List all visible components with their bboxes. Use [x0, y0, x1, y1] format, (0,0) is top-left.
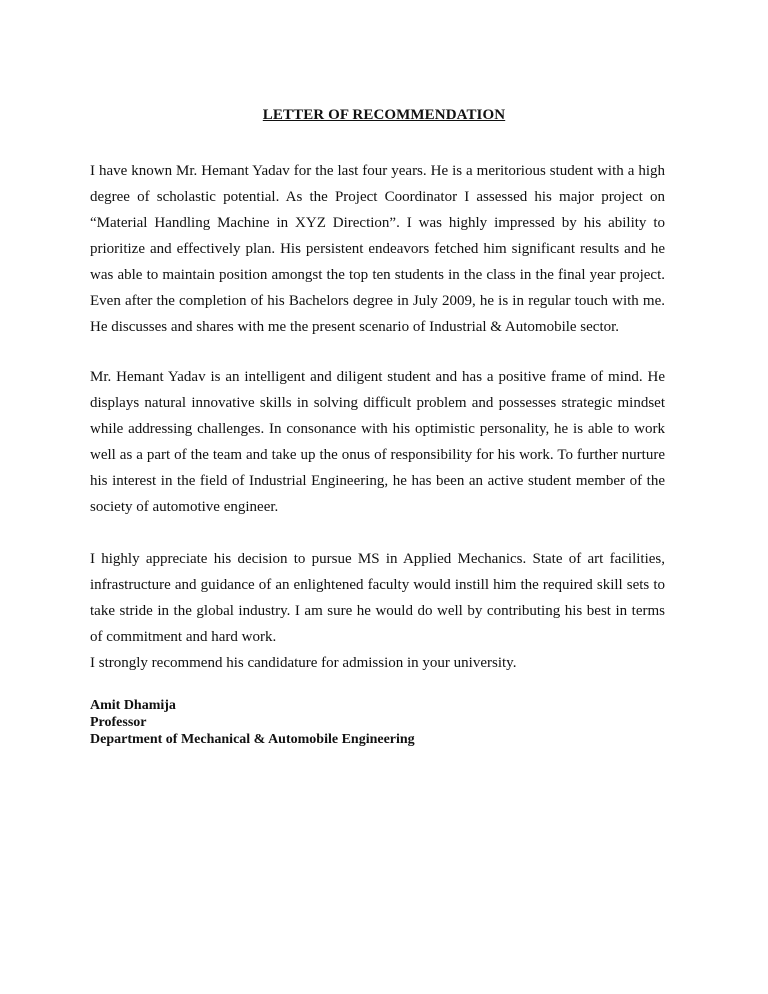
signer-position: Professor	[90, 715, 147, 730]
paragraph-appreciation: I highly appreciate his decision to pursue MS in Applied Mechanics. State of art facilities, infrastructure and guidance of an enlightened faculty would instill him the required skill sets to take stride in the global industry. I am sure he would do well by contributing his best in terms of commitment and hard work.	[90, 551, 665, 645]
signer-name: Amit Dhamija	[90, 698, 176, 713]
letter-title: LETTER OF RECOMMENDATION	[262, 107, 506, 123]
signer-department: Department of Mechanical & Automobile Engineering	[90, 732, 415, 747]
paragraph-introduction: I have known Mr. Hemant Yadav for the last four years. He is a meritorious student with a high degree of scholastic potential. As the Project Coordinator I assessed his major project on “Material Handling Machine in XYZ Direction”. I was highly impressed by his ability to prioritize and effectively plan. His persistent endeavors fetched him significant results and he was able to maintain position amongst the top ten students in the class in the final year project. Even after the completion of his Bachelors degree in July 2009, he is in regular touch with me. He discusses and shares with me the present scenario of Industrial & Automobile sector.	[90, 163, 665, 335]
paragraph-qualities: Mr. Hemant Yadav is an intelligent and diligent student and has a positive frame of mind. He displays natural innovative skills in solving difficult problem and possesses strategic mindset while addressing challenges. In consonance with his optimistic personality, he is able to work well as a part of the team and take up the onus of responsibility for his work. To further nurture his interest in the field of Industrial Engineering, he has been an active student member of the society of automotive engineer.	[90, 369, 665, 515]
paragraph-recommendation: I strongly recommend his candidature for admission in your university.	[90, 655, 517, 671]
signature-block	[90, 697, 415, 748]
